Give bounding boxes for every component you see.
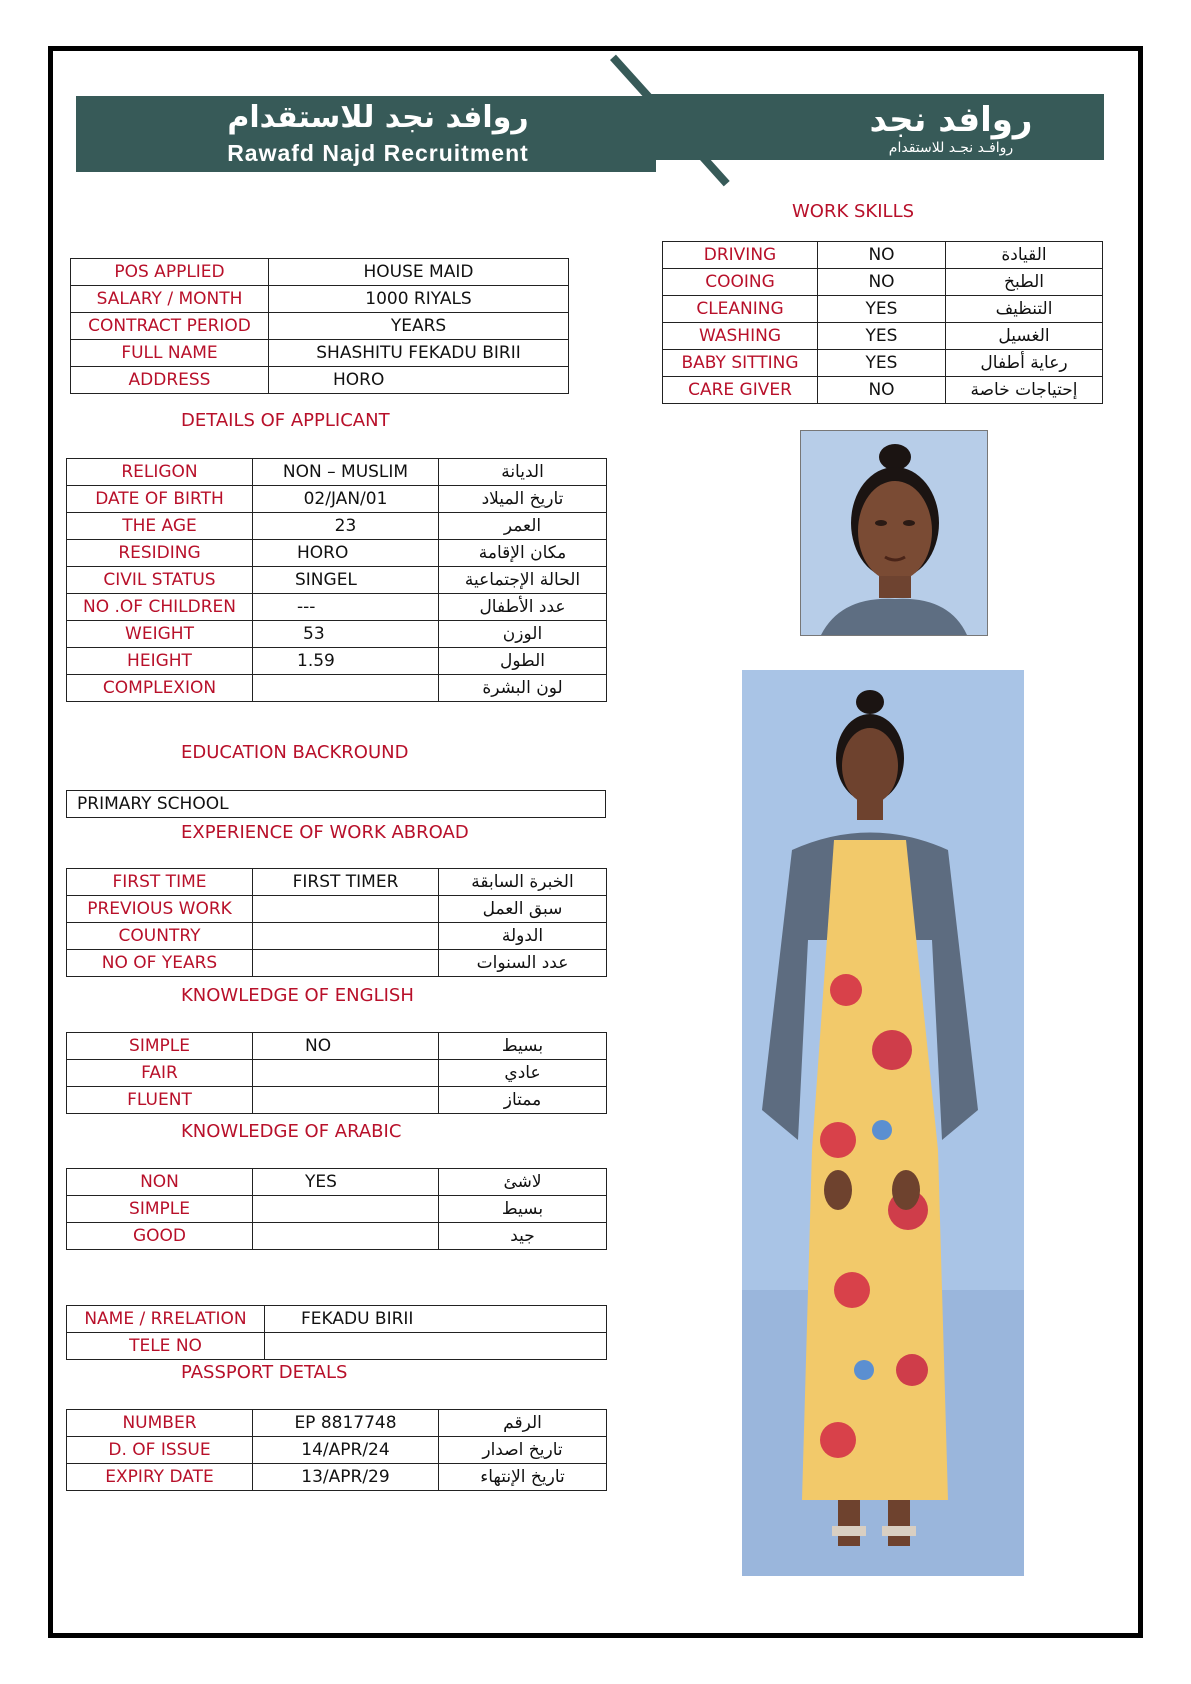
skill-label: CARE GIVER <box>663 377 818 404</box>
agency-logo-subtitle: روافـد نجـد للاستقدام <box>888 140 1014 156</box>
skill-label: CLEANING <box>663 296 818 323</box>
position-label: CONTRACT PERIOD <box>71 313 269 340</box>
experience-arabic: الدولة <box>439 923 607 950</box>
detail-label: WEIGHT <box>67 621 253 648</box>
arabic-knowledge-label: SIMPLE <box>67 1196 253 1223</box>
full-name-value: SHASHITU FEKADU BIRII <box>269 340 569 367</box>
english-label: SIMPLE <box>67 1033 253 1060</box>
table-row <box>67 567 607 594</box>
detail-label: DATE OF BIRTH <box>67 486 253 513</box>
detail-arabic: عدد الأطفال <box>439 594 607 621</box>
education-heading: EDUCATION BACKROUND <box>181 742 409 763</box>
detail-value: NON – MUSLIM <box>253 459 439 486</box>
passport-table <box>66 1409 607 1491</box>
passport-arabic: تاريخ الإنتهاء <box>439 1464 607 1491</box>
arabic-knowledge-arabic: لاشئ <box>439 1169 607 1196</box>
table-row <box>67 648 607 675</box>
table-row <box>71 286 569 313</box>
arabic-knowledge-arabic: بسيط <box>439 1196 607 1223</box>
arabic-knowledge-arabic: جيد <box>439 1223 607 1250</box>
arabic-agency-title: روافد نجد للاستقدام <box>227 100 529 135</box>
detail-arabic: مكان الإقامة <box>439 540 607 567</box>
table-row <box>67 1333 607 1360</box>
english-value: NO <box>253 1033 439 1060</box>
table-row <box>67 513 607 540</box>
position-label: ADDRESS <box>71 367 269 394</box>
arabic-knowledge-heading: KNOWLEDGE OF ARABIC <box>181 1121 402 1142</box>
skill-value: NO <box>818 377 946 404</box>
passport-arabic: الرقم <box>439 1410 607 1437</box>
agency-logo: روافد نجد <box>869 100 1033 140</box>
table-row <box>663 377 1103 404</box>
passport-label: EXPIRY DATE <box>67 1464 253 1491</box>
english-heading: KNOWLEDGE OF ENGLISH <box>181 985 414 1006</box>
skill-value: YES <box>818 323 946 350</box>
experience-value <box>253 896 439 923</box>
english-arabic: عادي <box>439 1060 607 1087</box>
detail-value: --- <box>253 594 439 621</box>
skill-value: YES <box>818 350 946 377</box>
position-value: HOUSE MAID <box>269 259 569 286</box>
table-row <box>67 459 607 486</box>
table-row <box>67 621 607 648</box>
table-row <box>67 869 607 896</box>
table-row <box>67 1087 607 1114</box>
experience-value <box>253 950 439 977</box>
detail-label: RESIDING <box>67 540 253 567</box>
table-row <box>67 1306 607 1333</box>
table-row <box>663 323 1103 350</box>
table-row <box>67 791 606 818</box>
table-row <box>71 340 569 367</box>
work-skills-heading: WORK SKILLS <box>792 201 915 222</box>
experience-arabic: عدد السنوات <box>439 950 607 977</box>
skill-arabic: القيادة <box>946 242 1103 269</box>
arabic-knowledge-value: YES <box>253 1169 439 1196</box>
address-value: HORO <box>269 367 569 394</box>
experience-label: FIRST TIME <box>67 869 253 896</box>
english-value <box>253 1087 439 1114</box>
skill-label: WASHING <box>663 323 818 350</box>
table-row <box>71 313 569 340</box>
passport-expiry-value: 13/APR/29 <box>253 1464 439 1491</box>
english-table <box>66 1032 607 1114</box>
detail-arabic: الديانة <box>439 459 607 486</box>
arabic-knowledge-value <box>253 1196 439 1223</box>
position-value: 1000 RIYALS <box>269 286 569 313</box>
detail-value: 53 <box>253 621 439 648</box>
experience-label: PREVIOUS WORK <box>67 896 253 923</box>
experience-table <box>66 868 607 977</box>
detail-label: NO .OF CHILDREN <box>67 594 253 621</box>
arabic-knowledge-label: GOOD <box>67 1223 253 1250</box>
detail-value: 23 <box>253 513 439 540</box>
position-label: FULL NAME <box>71 340 269 367</box>
relation-value: FEKADU BIRII <box>265 1306 607 1333</box>
detail-label: THE AGE <box>67 513 253 540</box>
skill-value: NO <box>818 242 946 269</box>
detail-value: SINGEL <box>253 567 439 594</box>
table-row <box>67 540 607 567</box>
table-row <box>67 950 607 977</box>
table-row <box>67 594 607 621</box>
experience-arabic: سبق العمل <box>439 896 607 923</box>
table-row <box>67 1169 607 1196</box>
full-length-photo <box>742 670 1024 1576</box>
position-value: YEARS <box>269 313 569 340</box>
passport-label: NUMBER <box>67 1410 253 1437</box>
detail-value: 1.59 <box>253 648 439 675</box>
relation-value <box>265 1333 607 1360</box>
skill-arabic: الطبخ <box>946 269 1103 296</box>
table-row <box>663 350 1103 377</box>
skill-value: YES <box>818 296 946 323</box>
skill-arabic: إحتياجات خاصة <box>946 377 1103 404</box>
experience-value: FIRST TIMER <box>253 869 439 896</box>
work-skills-table <box>662 241 1103 404</box>
experience-label: COUNTRY <box>67 923 253 950</box>
english-arabic: بسيط <box>439 1033 607 1060</box>
skill-value: NO <box>818 269 946 296</box>
skill-label: COOING <box>663 269 818 296</box>
passport-arabic: تاريخ اصدار <box>439 1437 607 1464</box>
table-row <box>67 896 607 923</box>
passport-label: D. OF ISSUE <box>67 1437 253 1464</box>
detail-label: COMPLEXION <box>67 675 253 702</box>
arabic-knowledge-table <box>66 1168 607 1250</box>
detail-arabic: الحالة الإجتماعية <box>439 567 607 594</box>
detail-value: 02/JAN/01 <box>253 486 439 513</box>
table-row <box>663 242 1103 269</box>
relation-label: NAME / RRELATION <box>67 1306 265 1333</box>
agency-title: Rawafd Najd Recruitment <box>227 140 529 166</box>
skill-arabic: التنظيف <box>946 296 1103 323</box>
passport-number-value: EP 8817748 <box>253 1410 439 1437</box>
table-row <box>67 1033 607 1060</box>
experience-arabic: الخبرة السابقة <box>439 869 607 896</box>
detail-arabic: تاريخ الميلاد <box>439 486 607 513</box>
table-row <box>71 259 569 286</box>
table-row <box>67 1223 607 1250</box>
experience-value <box>253 923 439 950</box>
detail-label: RELIGON <box>67 459 253 486</box>
passport-heading: PASSPORT DETALS <box>181 1362 348 1383</box>
table-row <box>67 675 607 702</box>
table-row <box>663 269 1103 296</box>
table-row <box>67 486 607 513</box>
experience-heading: EXPERIENCE OF WORK ABROAD <box>181 822 469 843</box>
position-label: SALARY / MONTH <box>71 286 269 313</box>
english-value <box>253 1060 439 1087</box>
detail-arabic: الطول <box>439 648 607 675</box>
detail-value <box>253 675 439 702</box>
detail-label: HEIGHT <box>67 648 253 675</box>
education-value: PRIMARY SCHOOL <box>67 791 606 818</box>
english-label: FAIR <box>67 1060 253 1087</box>
detail-arabic: لون البشرة <box>439 675 607 702</box>
passport-issue-value: 14/APR/24 <box>253 1437 439 1464</box>
english-label: FLUENT <box>67 1087 253 1114</box>
portrait-photo <box>800 430 988 636</box>
table-row <box>67 1410 607 1437</box>
detail-arabic: العمر <box>439 513 607 540</box>
relation-table <box>66 1305 607 1360</box>
skill-label: DRIVING <box>663 242 818 269</box>
skill-label: BABY SITTING <box>663 350 818 377</box>
detail-label: CIVIL STATUS <box>67 567 253 594</box>
skill-arabic: الغسيل <box>946 323 1103 350</box>
table-row <box>71 367 569 394</box>
position-label: POS APPLIED <box>71 259 269 286</box>
table-row <box>663 296 1103 323</box>
table-row <box>67 1060 607 1087</box>
details-table <box>66 458 607 702</box>
table-row <box>67 923 607 950</box>
table-row <box>67 1196 607 1223</box>
education-table <box>66 790 606 818</box>
table-row <box>67 1464 607 1491</box>
english-arabic: ممتاز <box>439 1087 607 1114</box>
details-heading: DETAILS OF APPLICANT <box>181 410 390 431</box>
arabic-knowledge-value <box>253 1223 439 1250</box>
relation-label: TELE NO <box>67 1333 265 1360</box>
skill-arabic: رعاية أطفال <box>946 350 1103 377</box>
table-row <box>67 1437 607 1464</box>
position-table <box>70 258 569 394</box>
experience-label: NO OF YEARS <box>67 950 253 977</box>
detail-value: HORO <box>253 540 439 567</box>
arabic-knowledge-label: NON <box>67 1169 253 1196</box>
detail-arabic: الوزن <box>439 621 607 648</box>
